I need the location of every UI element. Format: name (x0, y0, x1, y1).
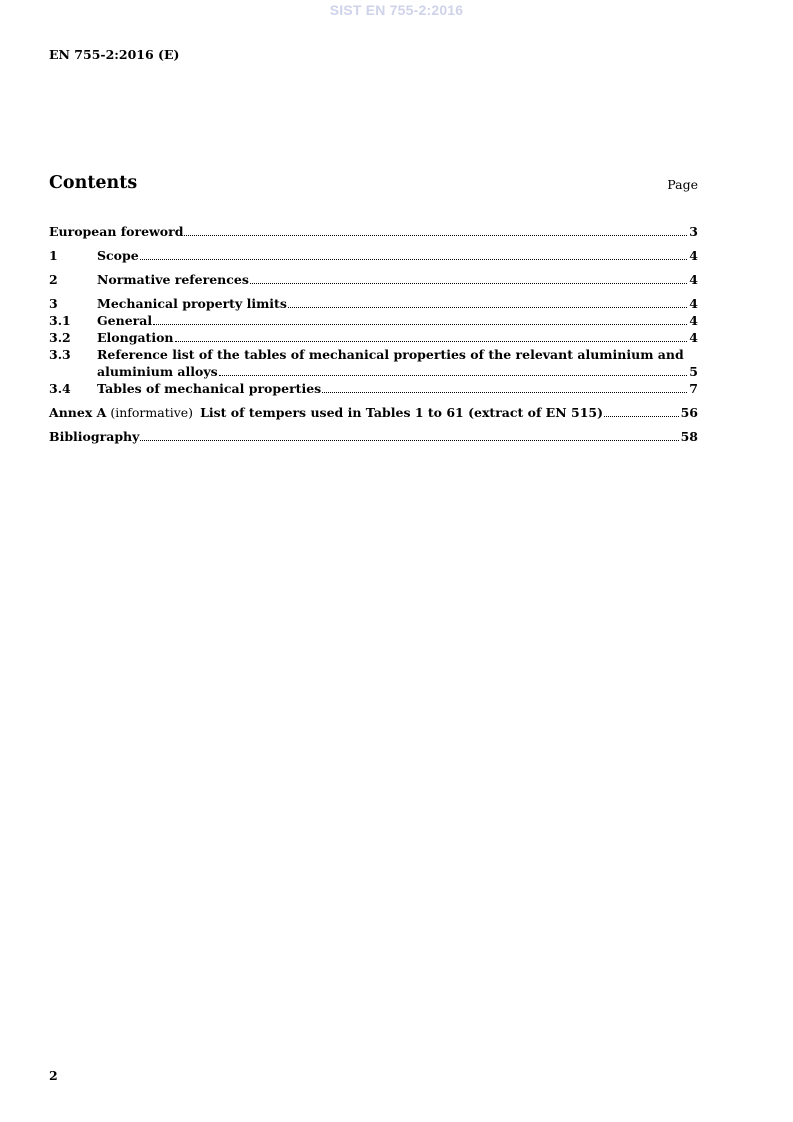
toc-entry-title: Elongation (97, 330, 174, 345)
toc-entry-title-line2: aluminium alloys (97, 364, 218, 379)
dot-leader (153, 324, 687, 325)
toc-entry-title: Mechanical property limits (97, 296, 287, 311)
toc-entry-title: Scope (97, 248, 139, 263)
toc-entry-number: 3.4 (49, 381, 71, 396)
dot-leader (175, 341, 688, 342)
toc-entry-elongation[interactable] (49, 329, 698, 346)
toc-entry-page: 5 (689, 364, 698, 379)
toc-entry-title: Tables of mechanical properties (97, 381, 322, 396)
toc-entry-page: 4 (689, 313, 698, 328)
dot-leader (219, 375, 688, 376)
toc-entry-page: 4 (689, 248, 698, 263)
toc-entry-number: 3.2 (49, 330, 71, 345)
dot-leader (604, 416, 679, 417)
page-number: 2 (49, 1068, 58, 1083)
document-id: EN 755-2:2016 (E) (49, 47, 180, 62)
toc-entry-number: 1 (49, 248, 58, 263)
toc-entry-page: 3 (689, 224, 698, 239)
toc-entry-european-foreword[interactable] (49, 223, 698, 240)
toc-entry-title: Normative references (97, 272, 249, 287)
toc-entry-number: 2 (49, 272, 58, 287)
toc-entry-title: General (97, 313, 153, 328)
toc-entry-annex-a[interactable] (49, 404, 698, 421)
toc-entry-title: European foreword (49, 224, 184, 239)
dot-leader (288, 307, 687, 308)
toc-entry-page: 4 (689, 272, 698, 287)
contents-title: Contents (49, 173, 138, 193)
toc-entry-title: Bibliography (49, 429, 140, 444)
toc-entry-page: 4 (689, 330, 698, 345)
toc-entry-scope[interactable] (49, 247, 698, 264)
dot-leader (140, 259, 688, 260)
toc-entry-bibliography[interactable] (49, 428, 698, 445)
annex-qualifier: (informative) (110, 405, 194, 420)
toc-entry-title-line1: Reference list of the tables of mechanical properties of the relevant aluminium and (97, 347, 684, 362)
dot-leader (250, 283, 687, 284)
dot-leader (322, 392, 687, 393)
dot-leader (140, 440, 678, 441)
watermark: SIST EN 755-2:2016 (329, 2, 464, 18)
toc-entry-number: 3.1 (49, 313, 71, 328)
dot-leader (184, 235, 687, 236)
toc-entry-reference-list[interactable] (49, 346, 698, 380)
toc-entry-number: 3.3 (49, 347, 71, 362)
toc-entry-tables-of-mechanical-properties[interactable] (49, 380, 698, 397)
toc-entry-title: List of tempers used in Tables 1 to 61 (extract of EN 515) (200, 405, 603, 420)
toc-entry-mechanical-property-limits[interactable] (49, 295, 698, 312)
toc-entry-page: 58 (680, 429, 698, 444)
table-of-contents (49, 223, 698, 445)
toc-entry-normative-references[interactable] (49, 271, 698, 288)
toc-entry-page: 7 (689, 381, 698, 396)
page-column-label: Page (667, 177, 698, 192)
toc-entry-general[interactable] (49, 312, 698, 329)
annex-label: Annex A (49, 405, 107, 420)
toc-entry-page: 56 (680, 405, 698, 420)
toc-entry-number: 3 (49, 296, 58, 311)
toc-entry-page: 4 (689, 296, 698, 311)
